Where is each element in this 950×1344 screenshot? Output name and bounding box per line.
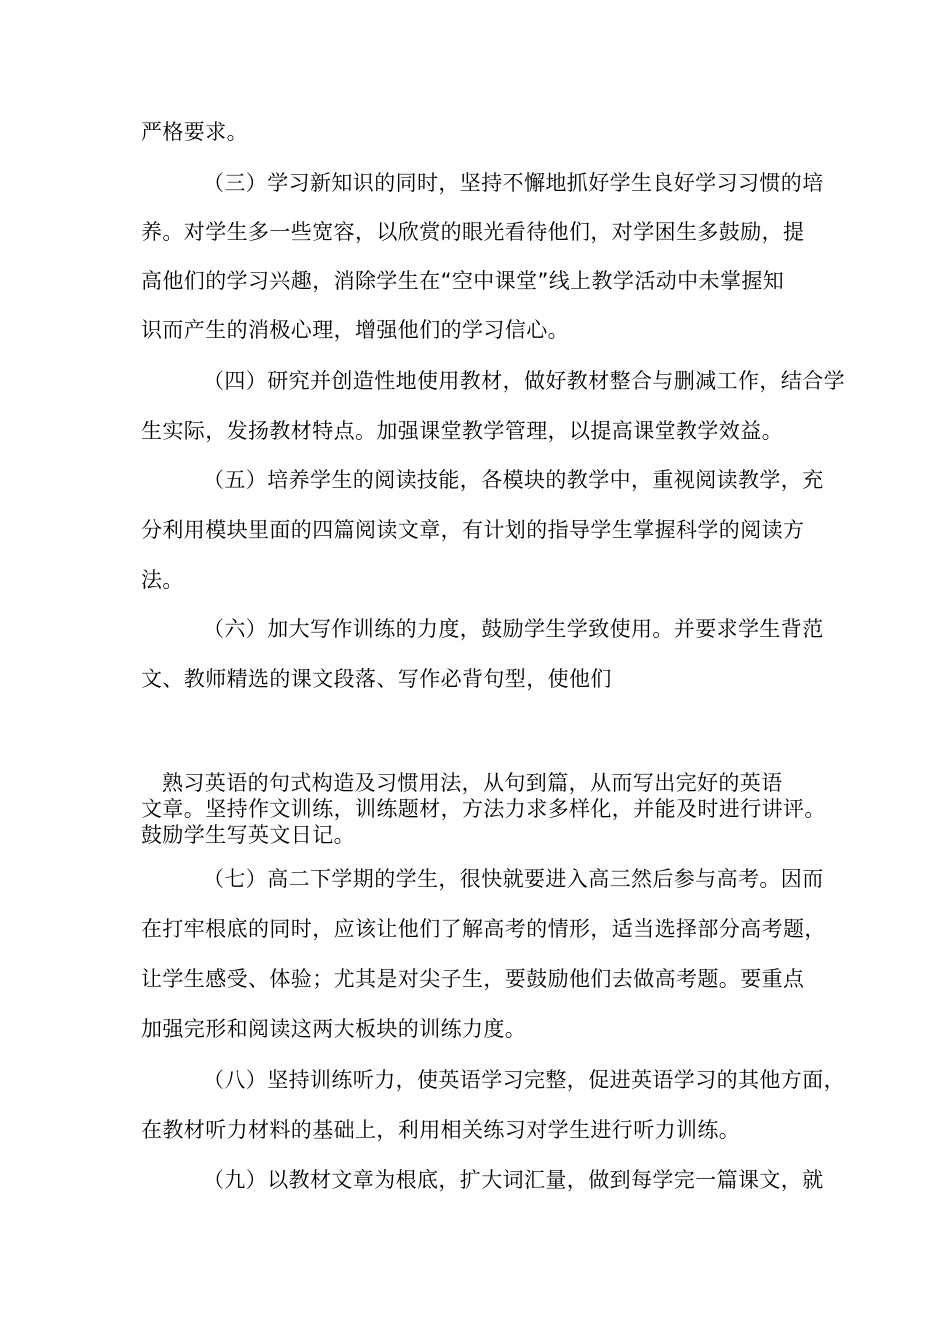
paragraph-7-line-4: 加强完形和阅读这两大板块的训练力度。 <box>141 1017 527 1041</box>
text-line-1: 严格要求。 <box>141 120 248 144</box>
paragraph-7-line-1: （七）高二下学期的学生，很快就要进入高三然后参与高考。因而 <box>203 867 824 891</box>
paragraph-9-line-1: （九）以教材文章为根底，扩大词汇量，做到每学完一篇课文，就 <box>203 1168 824 1192</box>
paragraph-3-line-2: 养。对学生多一些宽容，以欣赏的眼光看待他们，对学困生多鼓励，提 <box>141 220 805 244</box>
paragraph-8-line-2: 在教材听力材料的基础上，利用相关练习对学生进行听力训练。 <box>141 1118 741 1142</box>
continuation-line-1: 熟习英语的句式构造及习惯用法，从句到篇，从而写出完好的英语 <box>162 771 783 795</box>
paragraph-3-line-4: 识而产生的消极心理，增强他们的学习信心。 <box>141 318 569 342</box>
paragraph-4-line-2: 生实际，发扬教材特点。加强课堂教学管理，以提高课堂教学效益。 <box>141 419 783 443</box>
paragraph-7-line-3: 让学生感受、体验；尤其是对尖子生，要鼓励他们去做高考题。要重点 <box>141 967 805 991</box>
paragraph-4-line-1: （四）研究并创造性地使用教材，做好教材整合与删减工作，结合学 <box>203 369 845 393</box>
paragraph-5-line-2: 分利用模块里面的四篇阅读文章，有计划的指导学生掌握科学的阅读方 <box>141 518 805 542</box>
paragraph-3-line-3: 高他们的学习兴趣，消除学生在“空中课堂”线上教学活动中未掌握知 <box>141 269 785 293</box>
paragraph-5-line-1: （五）培养学生的阅读技能，各模块的教学中，重视阅读教学，充 <box>203 468 824 492</box>
paragraph-8-line-1: （八）坚持训练听力，使英语学习完整，促进英语学习的其他方面， <box>203 1068 845 1092</box>
paragraph-6-line-2: 文、教师精选的课文段落、写作必背句型，使他们 <box>141 667 612 691</box>
continuation-line-2: 文章。坚持作文训练，训练题材，方法力求多样化，并能及时进行讲评。 <box>141 797 826 821</box>
continuation-line-3: 鼓励学生写英文日记。 <box>141 823 355 847</box>
paragraph-5-line-3: 法。 <box>141 568 184 592</box>
paragraph-7-line-2: 在打牢根底的同时，应该让他们了解高考的情形，适当选择部分高考题， <box>141 917 826 941</box>
paragraph-6-line-1: （六）加大写作训练的力度，鼓励学生学致使用。并要求学生背范 <box>203 617 824 641</box>
paragraph-3-line-1: （三）学习新知识的同时，坚持不懈地抓好学生良好学习习惯的培 <box>203 171 824 195</box>
